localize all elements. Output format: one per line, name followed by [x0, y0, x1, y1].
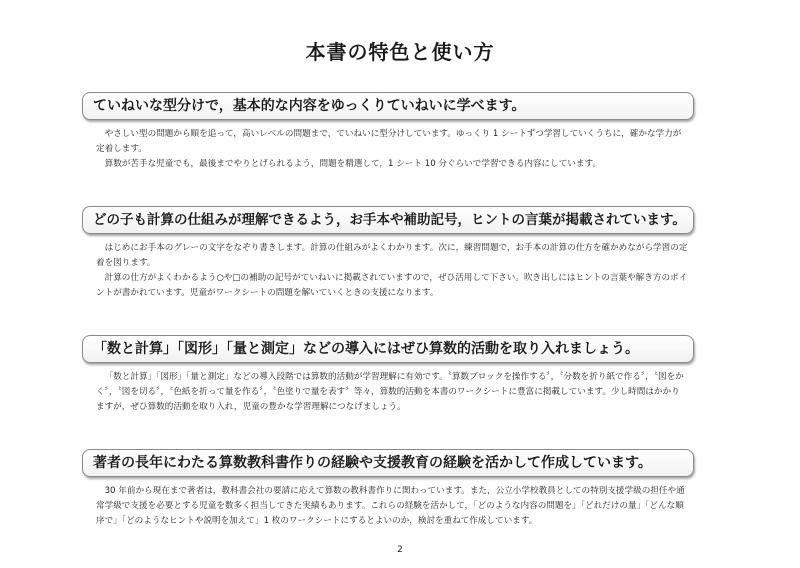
paragraph: 「数と計算」「図形」「量と測定」などの導入段階では算数的活動が学習理解に有効です。〝算数ブロックを操作する〞，〝分数を折り紙で作る〞，〝図をかく〞，〝図を切る〞，〝色紙を折って量を作る〞，〝色塗りで量を表す〞等々，算数的活動を本書のワークシートに豊富に掲載しています。少し時間はかかりますが，ぜひ算数的活動を取り入れ，児童の豊かな学習理解につなげましょう。 — [96, 372, 684, 412]
paragraph: やさしい型の問題から順を追って，高いレベルの問題まで，ていねいに型分けしています。ゆっくり 1 シートずつ学習していくうちに，確かな学力が定着します。 — [96, 129, 682, 154]
page-title: 本書の特色と使い方 — [305, 40, 495, 64]
section-body — [82, 127, 694, 172]
paragraph: 計算の仕方がよくわかるよう○や□の補助の記号がていねいに掲載されていますので，ぜひ活用して下さい。吹き出しにはヒントの言葉や解き方のポイントが書かれています。児童がワークシートの問題を解いていくときの支援になります。 — [96, 273, 688, 298]
section-body — [82, 370, 694, 415]
paragraph: 30 年前から現在まで著者は，教科書会社の要請に応えて算数の教科書作りに関わっています。また，公立小学校教員としての特別支援学級の担任や通常学級で支援を必要とする児童を数多く担当してきた実績もあります。これらの経験を活かして，「どのような内容の問題を」「どれだけの量」「どんな順序で」「どのようなヒントや説明を加えて」1 枚のワークシートにするとよいのか，検討を重ねて作成しています。 — [96, 486, 685, 526]
section-3 — [82, 335, 694, 415]
section-heading: 著者の長年にわたる算数教科書作りの経験や支援教育の経験を活かして作成しています。 — [82, 449, 694, 477]
section-1 — [82, 92, 694, 172]
section-2 — [82, 206, 694, 301]
section-heading: 「数と計算」「図形」「量と測定」などの導入にはぜひ算数的活動を取り入れましょう。 — [82, 335, 694, 363]
paragraph: 算数が苦手な児童でも，最後までやりとげられるよう，問題を精選して，1 シート 10 分ぐらいで学習できる内容にしています。 — [104, 159, 601, 169]
page-number: 2 — [397, 545, 403, 555]
section-heading: ていねいな型分けで，基本的な内容をゆっくりていねいに学べます。 — [82, 92, 694, 120]
section-heading: どの子も計算の仕組みが理解できるよう，お手本や補助記号，ヒントの言葉が掲載されています。 — [82, 206, 694, 234]
section-4 — [82, 449, 694, 529]
section-body — [82, 484, 694, 529]
section-body — [82, 241, 694, 301]
paragraph: はじめにお手本のグレーの文字をなぞり書きします。計算の仕組みがよくわかります。次に，練習問題で，お手本の計算の仕方を確かめながら学習の定着を図ります。 — [96, 243, 688, 268]
